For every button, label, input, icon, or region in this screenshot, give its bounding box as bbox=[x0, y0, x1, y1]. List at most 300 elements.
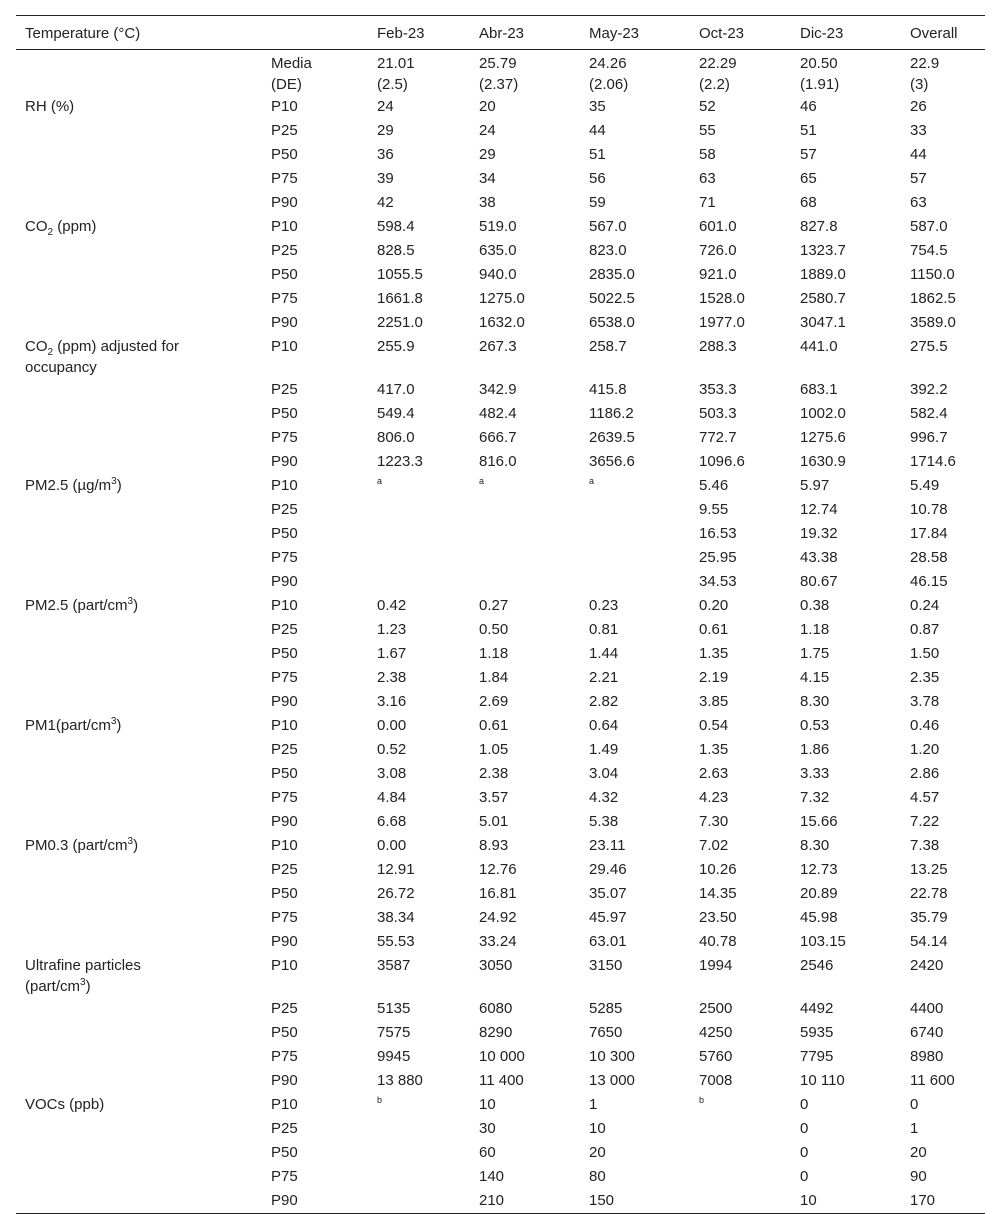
row-statistic: P25 bbox=[271, 242, 298, 259]
table-cell: 1.18 bbox=[479, 645, 509, 662]
table-row bbox=[16, 1141, 985, 1165]
table-cell: 4.23 bbox=[699, 789, 729, 806]
table-row bbox=[16, 690, 985, 714]
table-cell: 25.79 (2.37) bbox=[479, 55, 519, 93]
table-cell: 33 bbox=[910, 122, 927, 139]
table-cell: 1.84 bbox=[479, 669, 509, 686]
row-statistic: P50 bbox=[271, 645, 298, 662]
table-cell: 1.67 bbox=[377, 645, 407, 662]
table-cell bbox=[470, 522, 580, 546]
table-row bbox=[16, 287, 985, 311]
table-cell: b bbox=[377, 1095, 383, 1105]
row-variable-label bbox=[16, 143, 262, 167]
table-cell: 1002.0 bbox=[800, 405, 846, 422]
table-cell: 1 bbox=[910, 1120, 919, 1137]
table-cell: 38.34 bbox=[377, 909, 415, 926]
table-cell: 3.78 bbox=[910, 693, 940, 710]
row-variable-label: $CO_2$ (ppm) adjusted for occupancy bbox=[25, 338, 179, 376]
table-cell: 51 bbox=[589, 146, 606, 163]
table-cell: 10 110 bbox=[800, 1072, 845, 1089]
table-row bbox=[16, 191, 985, 215]
row-variable-label bbox=[16, 762, 262, 786]
table-row bbox=[16, 263, 985, 287]
table-cell: 63 bbox=[910, 194, 927, 211]
table-cell: 1275.6 bbox=[800, 429, 846, 446]
table-cell: 0 bbox=[800, 1144, 809, 1161]
row-statistic: P90 bbox=[271, 693, 298, 710]
table-cell: 0.46 bbox=[910, 717, 940, 734]
table-row bbox=[16, 906, 985, 930]
table-cell: 20 bbox=[479, 98, 496, 115]
table-cell: 22.29 (2.2) bbox=[699, 55, 737, 93]
table-cell: 7795 bbox=[800, 1048, 834, 1065]
table-cell: 0 bbox=[800, 1168, 809, 1185]
table-cell bbox=[690, 1141, 791, 1165]
table-cell: 25.95 bbox=[699, 549, 737, 566]
table-cell: 16.81 bbox=[479, 885, 517, 902]
table-cell: 2.86 bbox=[910, 765, 940, 782]
table-cell: 0.54 bbox=[699, 717, 729, 734]
table-cell: 63.01 bbox=[589, 933, 627, 950]
table-cell: 0.27 bbox=[479, 597, 509, 614]
row-variable-label bbox=[16, 402, 262, 426]
table-row bbox=[16, 143, 985, 167]
table-cell: 58 bbox=[699, 146, 716, 163]
table-cell: 7.30 bbox=[699, 813, 729, 830]
header-may-23: May-23 bbox=[589, 24, 640, 42]
table-cell: 2835.0 bbox=[589, 266, 635, 283]
table-cell: 10 bbox=[800, 1192, 817, 1209]
row-variable-label bbox=[16, 570, 262, 594]
row-statistic: P10 bbox=[271, 98, 298, 115]
table-cell: 1.49 bbox=[589, 741, 619, 758]
table-cell: 3.16 bbox=[377, 693, 407, 710]
row-statistic: P90 bbox=[271, 194, 298, 211]
table-cell: 63 bbox=[699, 170, 716, 187]
table-cell: 140 bbox=[479, 1168, 505, 1185]
table-row bbox=[16, 858, 985, 882]
table-cell bbox=[690, 1117, 791, 1141]
table-cell: 3.04 bbox=[589, 765, 619, 782]
table-cell: 3587 bbox=[377, 957, 411, 974]
table-cell: 4.32 bbox=[589, 789, 619, 806]
table-cell: 45.97 bbox=[589, 909, 627, 926]
table-cell: 35 bbox=[589, 98, 606, 115]
table-cell: 503.3 bbox=[699, 405, 737, 422]
table-cell: 33.24 bbox=[479, 933, 517, 950]
table-row bbox=[16, 546, 985, 570]
table-cell: 0.61 bbox=[699, 621, 729, 638]
table-cell bbox=[368, 570, 470, 594]
table-cell: 567.0 bbox=[589, 218, 627, 235]
table-row bbox=[16, 119, 985, 143]
table-cell: 10 000 bbox=[479, 1048, 525, 1065]
table-cell: 726.0 bbox=[699, 242, 737, 259]
table-cell: 1.50 bbox=[910, 645, 940, 662]
table-cell: 0.24 bbox=[910, 597, 940, 614]
table-cell: 1 bbox=[589, 1096, 598, 1113]
table-cell: 2546 bbox=[800, 957, 834, 974]
table-row bbox=[16, 1189, 985, 1214]
table-cell: 22.9 (3) bbox=[910, 55, 940, 93]
row-variable-label: RH (%) bbox=[25, 98, 75, 115]
row-statistic: P90 bbox=[271, 933, 298, 950]
table-cell bbox=[368, 1189, 470, 1214]
table-cell: 11 400 bbox=[479, 1072, 524, 1089]
table-cell: 601.0 bbox=[699, 218, 737, 235]
header-oct-23: Oct-23 bbox=[699, 24, 745, 42]
table-cell: 35.79 bbox=[910, 909, 948, 926]
row-variable-label: PM2.5 $(part/cm^3)$ bbox=[25, 596, 139, 614]
table-cell: 772.7 bbox=[699, 429, 737, 446]
row-statistic: P25 bbox=[271, 122, 298, 139]
table-cell: 1889.0 bbox=[800, 266, 846, 283]
table-cell bbox=[368, 522, 470, 546]
table-cell: 0.61 bbox=[479, 717, 509, 734]
row-variable-label bbox=[16, 50, 262, 96]
table-cell: 1630.9 bbox=[800, 453, 846, 470]
table-row bbox=[16, 522, 985, 546]
table-cell: 29 bbox=[479, 146, 496, 163]
table-row bbox=[16, 738, 985, 762]
row-statistic: P10 bbox=[271, 717, 298, 734]
table-cell: 0.20 bbox=[699, 597, 729, 614]
table-cell: 44 bbox=[910, 146, 927, 163]
table-cell: 1055.5 bbox=[377, 266, 423, 283]
table-row bbox=[16, 215, 985, 239]
row-variable-label bbox=[16, 498, 262, 522]
table-cell: 4492 bbox=[800, 1000, 834, 1017]
table-cell: 44 bbox=[589, 122, 606, 139]
row-variable-label bbox=[16, 1045, 262, 1069]
header-dic-23: Dic-23 bbox=[800, 24, 844, 42]
table-cell: 635.0 bbox=[479, 242, 517, 259]
row-statistic: P50 bbox=[271, 405, 298, 422]
table-cell: 24 bbox=[479, 122, 496, 139]
table-cell: 40.78 bbox=[699, 933, 737, 950]
row-variable-label bbox=[16, 690, 262, 714]
row-variable-label bbox=[16, 1165, 262, 1189]
data-table bbox=[16, 15, 985, 1214]
row-variable-label bbox=[16, 882, 262, 906]
table-cell: 5.38 bbox=[589, 813, 619, 830]
table-cell: 6.68 bbox=[377, 813, 407, 830]
table-cell: 806.0 bbox=[377, 429, 415, 446]
table-cell: 29 bbox=[377, 122, 394, 139]
table-cell: 13 000 bbox=[589, 1072, 635, 1089]
table-cell: 754.5 bbox=[910, 242, 948, 259]
table-row bbox=[16, 666, 985, 690]
table-row bbox=[16, 930, 985, 954]
table-cell: 12.76 bbox=[479, 861, 517, 878]
table-cell: 4400 bbox=[910, 1000, 944, 1017]
row-statistic: P50 bbox=[271, 885, 298, 902]
table-cell: 5285 bbox=[589, 1000, 623, 1017]
table-cell: 26 bbox=[910, 98, 927, 115]
table-cell: 65 bbox=[800, 170, 817, 187]
row-variable-label bbox=[16, 906, 262, 930]
table-cell bbox=[690, 1189, 791, 1214]
row-variable-label bbox=[16, 1117, 262, 1141]
table-cell: 921.0 bbox=[699, 266, 737, 283]
table-row bbox=[16, 834, 985, 858]
row-variable-label bbox=[16, 642, 262, 666]
row-statistic: P50 bbox=[271, 266, 298, 283]
table-cell: 35.07 bbox=[589, 885, 627, 902]
table-cell: 12.91 bbox=[377, 861, 415, 878]
row-statistic: P10 bbox=[271, 1096, 298, 1113]
table-cell: 1.35 bbox=[699, 741, 729, 758]
table-cell: 3589.0 bbox=[910, 314, 956, 331]
table-cell: 0 bbox=[800, 1120, 809, 1137]
table-cell: 828.5 bbox=[377, 242, 415, 259]
table-cell: 13 880 bbox=[377, 1072, 423, 1089]
table-cell: 1.20 bbox=[910, 741, 940, 758]
table-cell: 23.50 bbox=[699, 909, 737, 926]
table-cell bbox=[580, 522, 690, 546]
table-cell: 2.21 bbox=[589, 669, 619, 686]
row-statistic: P75 bbox=[271, 170, 298, 187]
table-cell: 7008 bbox=[699, 1072, 733, 1089]
row-variable-label bbox=[16, 618, 262, 642]
table-cell: 1862.5 bbox=[910, 290, 956, 307]
table-cell bbox=[580, 570, 690, 594]
table-cell: 4250 bbox=[699, 1024, 733, 1041]
table-row bbox=[16, 474, 985, 498]
table-cell: 2500 bbox=[699, 1000, 733, 1017]
table-cell: 1.05 bbox=[479, 741, 509, 758]
table-cell: 34 bbox=[479, 170, 496, 187]
table-cell bbox=[580, 498, 690, 522]
table-cell: 24.26 (2.06) bbox=[589, 55, 629, 93]
table-row bbox=[16, 450, 985, 474]
row-statistic: P90 bbox=[271, 573, 298, 590]
table-cell: 22.78 bbox=[910, 885, 948, 902]
table-row bbox=[16, 1117, 985, 1141]
table-row bbox=[16, 1021, 985, 1045]
table-cell bbox=[368, 546, 470, 570]
table-cell bbox=[690, 1165, 791, 1189]
table-cell: 7.22 bbox=[910, 813, 940, 830]
table-cell: 1.44 bbox=[589, 645, 619, 662]
row-variable-label bbox=[16, 858, 262, 882]
table-cell: 3050 bbox=[479, 957, 513, 974]
table-cell: 940.0 bbox=[479, 266, 517, 283]
table-cell: 9.55 bbox=[699, 501, 729, 518]
table-cell: 7575 bbox=[377, 1024, 411, 1041]
table-cell: 1632.0 bbox=[479, 314, 525, 331]
table-row bbox=[16, 239, 985, 263]
table-cell: a bbox=[479, 476, 485, 486]
table-cell: 52 bbox=[699, 98, 716, 115]
table-cell: 1275.0 bbox=[479, 290, 525, 307]
table-cell: 415.8 bbox=[589, 381, 627, 398]
row-statistic: P75 bbox=[271, 290, 298, 307]
table-row bbox=[16, 810, 985, 834]
table-row bbox=[16, 618, 985, 642]
table-cell: 5760 bbox=[699, 1048, 733, 1065]
table-cell: 7.38 bbox=[910, 837, 940, 854]
table-cell bbox=[470, 546, 580, 570]
table-row bbox=[16, 762, 985, 786]
table-row bbox=[16, 50, 985, 96]
table-header bbox=[16, 16, 985, 50]
row-variable-label bbox=[16, 786, 262, 810]
table-cell: 258.7 bbox=[589, 338, 627, 355]
table-cell: 20 bbox=[910, 1144, 927, 1161]
table-cell: 519.0 bbox=[479, 218, 517, 235]
row-statistic: P10 bbox=[271, 218, 298, 235]
table-cell bbox=[368, 1117, 470, 1141]
row-statistic: P10 bbox=[271, 338, 298, 355]
table-row bbox=[16, 997, 985, 1021]
table-cell: 9945 bbox=[377, 1048, 411, 1065]
row-statistic: P50 bbox=[271, 1144, 298, 1161]
table-cell: 482.4 bbox=[479, 405, 517, 422]
row-statistic: P25 bbox=[271, 381, 298, 398]
table-cell: 43.38 bbox=[800, 549, 838, 566]
table-cell: 587.0 bbox=[910, 218, 948, 235]
table-cell: 8.93 bbox=[479, 837, 509, 854]
row-statistic: P25 bbox=[271, 1000, 298, 1017]
table-cell: 0 bbox=[800, 1096, 809, 1113]
table-cell: 12.73 bbox=[800, 861, 838, 878]
table-cell: 20.50 (1.91) bbox=[800, 55, 840, 93]
table-cell: 5.46 bbox=[699, 477, 729, 494]
header-row bbox=[16, 16, 985, 50]
table-cell: 5935 bbox=[800, 1024, 834, 1041]
table-cell: 0.42 bbox=[377, 597, 407, 614]
table-cell bbox=[580, 546, 690, 570]
table-cell: 26.72 bbox=[377, 885, 415, 902]
row-variable-label bbox=[16, 263, 262, 287]
table-cell: 2.69 bbox=[479, 693, 509, 710]
table-cell bbox=[368, 1141, 470, 1165]
table-cell: 2639.5 bbox=[589, 429, 635, 446]
table-cell: 816.0 bbox=[479, 453, 517, 470]
table-cell: 2.38 bbox=[377, 669, 407, 686]
row-variable-label: $CO_2$ (ppm) bbox=[25, 218, 97, 238]
row-variable-label bbox=[16, 378, 262, 402]
row-statistic: P75 bbox=[271, 549, 298, 566]
table-cell: 0.50 bbox=[479, 621, 509, 638]
table-cell: 996.7 bbox=[910, 429, 948, 446]
row-variable-label bbox=[16, 546, 262, 570]
header-abr-23: Abr-23 bbox=[479, 24, 525, 42]
row-statistic: P25 bbox=[271, 861, 298, 878]
table-cell: 8980 bbox=[910, 1048, 944, 1065]
table-cell: 823.0 bbox=[589, 242, 627, 259]
header-variable: Temperature (°C) bbox=[25, 24, 141, 42]
table-cell: 0.64 bbox=[589, 717, 619, 734]
table-cell bbox=[368, 498, 470, 522]
table-cell: 0 bbox=[910, 1096, 919, 1113]
table-cell: 255.9 bbox=[377, 338, 415, 355]
row-statistic: P90 bbox=[271, 314, 298, 331]
row-statistic: P75 bbox=[271, 1168, 298, 1185]
table-cell: 150 bbox=[589, 1192, 615, 1209]
table-row bbox=[16, 167, 985, 191]
table-cell: 3047.1 bbox=[800, 314, 846, 331]
table-cell: 2251.0 bbox=[377, 314, 423, 331]
table-cell: 34.53 bbox=[699, 573, 737, 590]
table-cell: 0.00 bbox=[377, 837, 407, 854]
table-cell: 0.81 bbox=[589, 621, 619, 638]
table-cell: 1714.6 bbox=[910, 453, 956, 470]
table-cell: 45.98 bbox=[800, 909, 838, 926]
table-cell: 6538.0 bbox=[589, 314, 635, 331]
table-cell: b bbox=[699, 1095, 705, 1105]
row-variable-label: $PM1(part/cm^3)$ bbox=[25, 716, 122, 734]
row-variable-label bbox=[16, 997, 262, 1021]
table-cell: 6080 bbox=[479, 1000, 513, 1017]
table-cell: 7650 bbox=[589, 1024, 623, 1041]
row-variable-label bbox=[16, 311, 262, 335]
table-cell: 0.38 bbox=[800, 597, 830, 614]
row-variable-label bbox=[16, 426, 262, 450]
table-cell: 39 bbox=[377, 170, 394, 187]
table-cell: 1096.6 bbox=[699, 453, 745, 470]
table-cell: 3656.6 bbox=[589, 453, 635, 470]
table-cell: 210 bbox=[479, 1192, 505, 1209]
table-row bbox=[16, 402, 985, 426]
table-row bbox=[16, 335, 985, 378]
table-cell: 1323.7 bbox=[800, 242, 846, 259]
table-cell: 10 bbox=[479, 1096, 496, 1113]
table-cell: 57 bbox=[800, 146, 817, 163]
table-row bbox=[16, 1045, 985, 1069]
row-statistic: P50 bbox=[271, 1024, 298, 1041]
header-statistic bbox=[262, 16, 368, 50]
table-row bbox=[16, 882, 985, 906]
row-statistic: P25 bbox=[271, 741, 298, 758]
table-cell: 7.32 bbox=[800, 789, 830, 806]
table-cell: 288.3 bbox=[699, 338, 737, 355]
table-cell: 342.9 bbox=[479, 381, 517, 398]
table-cell: 549.4 bbox=[377, 405, 415, 422]
table-cell: 38 bbox=[479, 194, 496, 211]
table-cell: 1994 bbox=[699, 957, 733, 974]
table-cell: 24.92 bbox=[479, 909, 517, 926]
table-cell: 55 bbox=[699, 122, 716, 139]
row-statistic: P10 bbox=[271, 837, 298, 854]
header-overall: Overall bbox=[910, 24, 958, 42]
row-statistic: P75 bbox=[271, 789, 298, 806]
table-cell: 21.01 (2.5) bbox=[377, 55, 415, 93]
table-cell bbox=[470, 570, 580, 594]
table-cell: 30 bbox=[479, 1120, 496, 1137]
row-variable-label bbox=[16, 666, 262, 690]
table-cell: 4.57 bbox=[910, 789, 940, 806]
table-cell: 36 bbox=[377, 146, 394, 163]
table-row bbox=[16, 95, 985, 119]
table-cell: 14.35 bbox=[699, 885, 737, 902]
table-cell: 10.26 bbox=[699, 861, 737, 878]
table-cell: 2.19 bbox=[699, 669, 729, 686]
table-cell: 24 bbox=[377, 98, 394, 115]
table-cell: 6740 bbox=[910, 1024, 944, 1041]
table-cell: 683.1 bbox=[800, 381, 838, 398]
table-cell: 54.14 bbox=[910, 933, 948, 950]
table-cell: 1528.0 bbox=[699, 290, 745, 307]
table-cell: 392.2 bbox=[910, 381, 948, 398]
row-variable-label bbox=[16, 119, 262, 143]
table-cell: 15.66 bbox=[800, 813, 838, 830]
table-row bbox=[16, 311, 985, 335]
row-variable-label bbox=[16, 450, 262, 474]
table-cell: 2580.7 bbox=[800, 290, 846, 307]
table-cell: 46.15 bbox=[910, 573, 948, 590]
